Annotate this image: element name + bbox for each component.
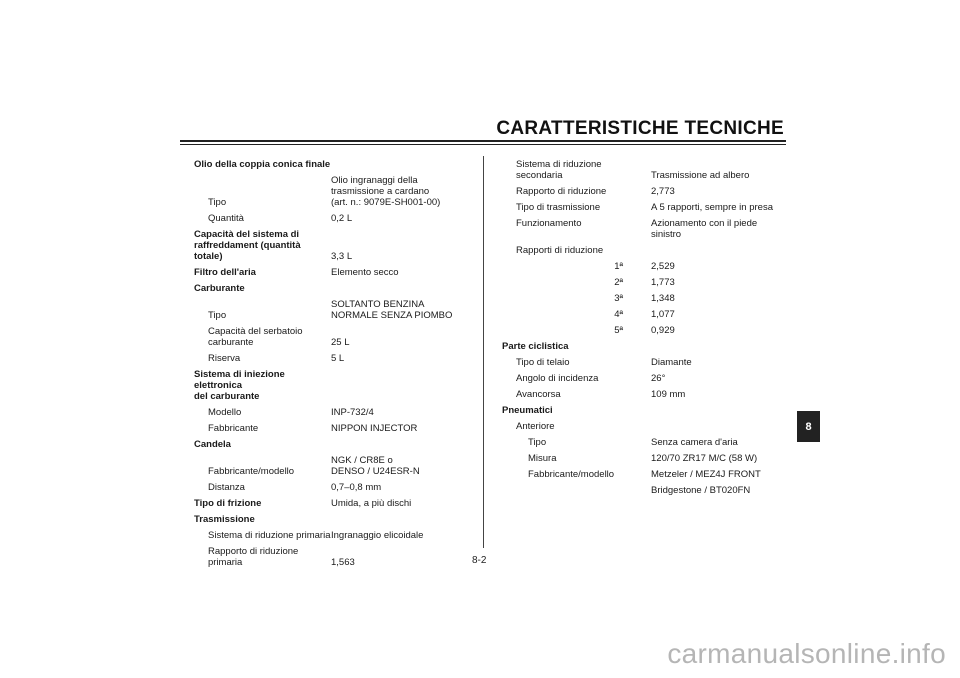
spec-value: 109 mm [651,389,686,400]
spec-label: Tipo [208,197,227,208]
spec-label: 1ª [614,261,623,272]
spec-row [502,405,782,416]
chapter-tab[interactable]: 8 [797,411,820,442]
spec-value: Elemento secco [331,267,399,278]
spec-label: Riserva [208,353,241,364]
spec-row [194,407,479,418]
spec-value: 2,773 [651,186,675,197]
spec-row [502,437,782,448]
spec-label: Sistema di riduzione primaria [208,530,331,541]
spec-row [502,186,782,197]
spec-value: 1,773 [651,277,675,288]
spec-row [502,357,782,368]
spec-value: 1,563 [331,557,355,568]
spec-value: Ingranaggio elicoidale [331,530,424,541]
spec-label: Tipo di trasmissione [516,202,601,213]
spec-label: Sistema di iniezione elettronica del carburante [194,369,285,402]
spec-row [194,159,479,170]
spec-label: 2ª [614,277,623,288]
spec-row [194,482,479,493]
page-title: CARATTERISTICHE TECNICHE [496,118,784,139]
spec-label: Tipo [208,310,227,321]
spec-row [194,267,479,278]
spec-label: Distanza [208,482,245,493]
spec-row [502,277,782,288]
spec-value: Trasmissione ad albero [651,170,750,181]
spec-value: 0,2 L [331,213,353,224]
spec-row [502,309,782,320]
spec-value: 0,929 [651,325,675,336]
spec-label: Fabbricante/modello [208,466,295,477]
spec-value: 3,3 L [331,251,353,262]
spec-value: Azionamento con il piede sinistro [651,218,758,240]
spec-label: 3ª [614,293,623,304]
spec-label: Tipo di frizione [194,498,262,509]
spec-row [194,514,479,525]
spec-label: Rapporto di riduzione [516,186,607,197]
spec-label: Pneumatici [502,405,553,416]
spec-label: Funzionamento [516,218,582,229]
spec-row [194,175,479,208]
spec-value: Metzeler / MEZ4J FRONT [651,469,761,480]
column-divider [483,156,484,548]
spec-value: 5 L [331,353,345,364]
spec-row [502,245,782,256]
spec-label: Capacità del serbatoio carburante [208,326,303,348]
spec-value: Bridgestone / BT020FN [651,485,751,496]
spec-label: Carburante [194,283,245,294]
spec-label: Trasmissione [194,514,255,525]
spec-row [194,326,479,348]
spec-row [502,293,782,304]
spec-label: Rapporto di riduzione primaria [208,546,299,568]
spec-label: Quantità [208,213,244,224]
spec-row [194,353,479,364]
spec-row [194,229,479,262]
header-rule-thin [180,144,786,145]
spec-value: NIPPON INJECTOR [331,423,418,434]
spec-row [502,485,782,496]
spec-label: Candela [194,439,231,450]
spec-label: Filtro dell'aria [194,267,256,278]
spec-label: Modello [208,407,242,418]
spec-row [194,455,479,477]
spec-row [194,213,479,224]
spec-label: Tipo di telaio [516,357,570,368]
spec-value: Olio ingranaggi della trasmissione a cardano (art. n.: 9079E-SH001-00) [331,175,441,208]
spec-value: A 5 rapporti, sempre in presa [651,202,773,213]
spec-value: SOLTANTO BENZINA NORMALE SENZA PIOMBO [331,299,453,321]
spec-row [502,261,782,272]
spec-row [194,299,479,321]
spec-label: Fabbricante [208,423,259,434]
spec-value: Diamante [651,357,692,368]
spec-row [502,202,782,213]
spec-row [502,389,782,400]
spec-column-left [194,159,479,573]
spec-label: Capacità del sistema di raffreddament (quantità totale) [194,229,301,262]
spec-label: Olio della coppia conica finale [194,159,331,170]
spec-value: 26° [651,373,666,384]
page-number: 8-2 [472,555,487,566]
spec-value: 25 L [331,337,350,348]
spec-label: Sistema di riduzione secondaria [516,159,602,181]
spec-row [194,439,479,450]
spec-row [502,373,782,384]
header-rule-thick [180,140,786,142]
spec-value: Umida, a più dischi [331,498,412,509]
spec-value: Senza camera d'aria [651,437,738,448]
spec-label: Fabbricante/modello [528,469,615,480]
spec-row [194,546,479,568]
spec-label: Angolo di incidenza [516,373,599,384]
spec-value: INP-732/4 [331,407,374,418]
spec-row [502,421,782,432]
spec-row [194,283,479,294]
spec-value: NGK / CR8E o DENSO / U24ESR-N [331,455,420,477]
spec-row [502,325,782,336]
spec-row [194,369,479,402]
spec-row [502,453,782,464]
spec-row [194,498,479,509]
spec-label: Tipo [528,437,547,448]
watermark: carmanualsonline.info [667,638,946,669]
spec-label: 4ª [614,309,623,320]
spec-label: 5ª [614,325,623,336]
spec-row [502,469,782,480]
spec-label: Avancorsa [516,389,561,400]
spec-row [502,159,782,181]
spec-label: Misura [528,453,557,464]
spec-label: Parte ciclistica [502,341,569,352]
spec-value: 120/70 ZR17 M/C (58 W) [651,453,758,464]
spec-column-right [502,159,782,501]
spec-row [502,341,782,352]
spec-row [502,218,782,240]
spec-row [194,530,479,541]
spec-row [194,423,479,434]
spec-label: Anteriore [516,421,555,432]
spec-value: 2,529 [651,261,675,272]
spec-value: 1,348 [651,293,675,304]
spec-label: Rapporti di riduzione [516,245,604,256]
spec-value: 0,7–0,8 mm [331,482,382,493]
spec-value: 1,077 [651,309,675,320]
